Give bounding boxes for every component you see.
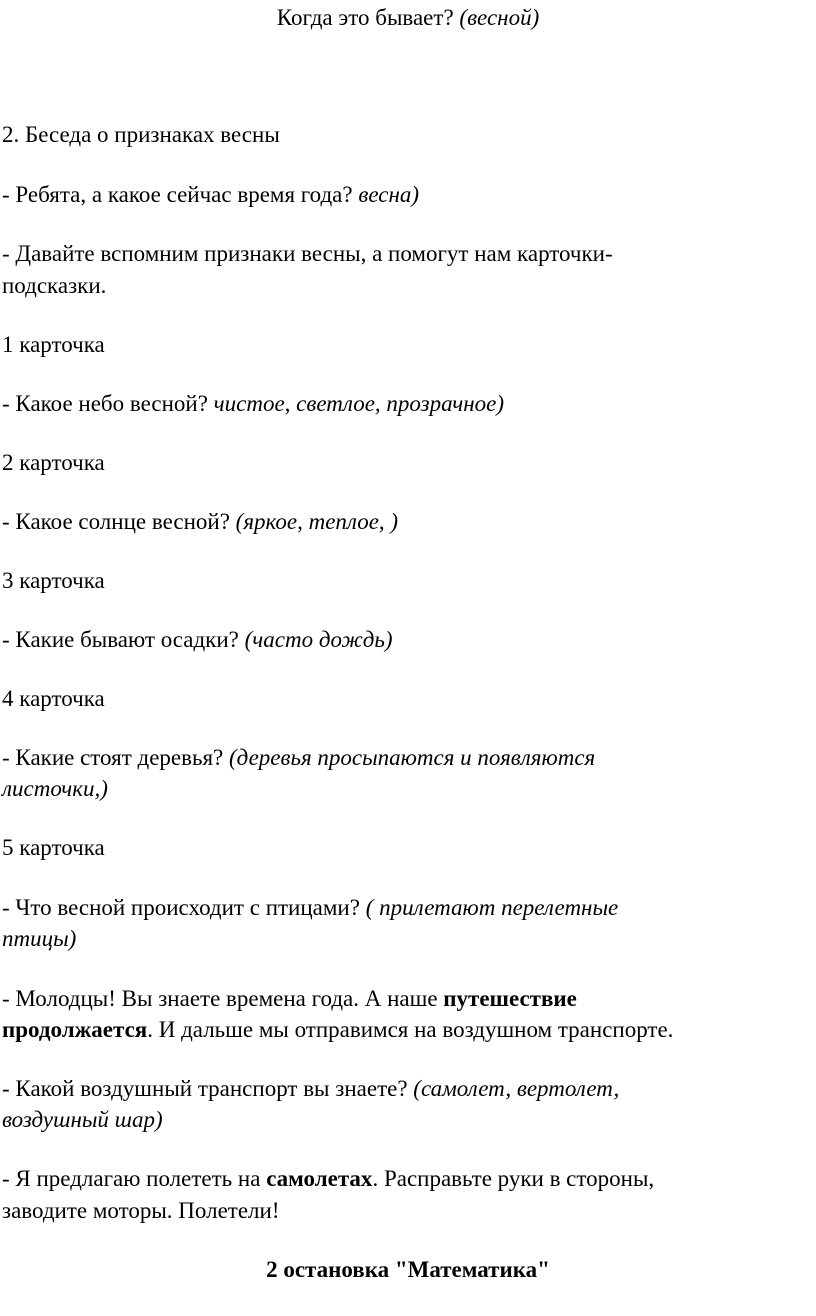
card-1-label: 1 карточка bbox=[2, 332, 105, 357]
card-5-label: 5 карточка bbox=[2, 835, 105, 860]
intro-line bbox=[0, 4, 816, 32]
praise-line-2 bbox=[2, 1016, 673, 1044]
card-3-label: 3 карточка bbox=[2, 568, 105, 593]
card-4-question: - Какие стоят деревья? bbox=[2, 745, 230, 770]
season-answer: весна) bbox=[358, 182, 420, 207]
recall-line-1: - Давайте вспомним признаки весны, а помогут нам карточки- bbox=[2, 241, 613, 266]
planes-bold: самолетах bbox=[266, 1166, 373, 1191]
season-question-line bbox=[2, 181, 419, 209]
card-4-answer: (деревья просыпаются и появляются bbox=[229, 745, 596, 770]
card-2-answer: (яркое, теплое, ) bbox=[235, 509, 399, 534]
card-1-answer: чистое, светлое, прозрачное) bbox=[213, 391, 505, 416]
recall-line-2: подсказки. bbox=[2, 273, 107, 298]
card-5-answer-continued: птицы) bbox=[2, 926, 77, 951]
card-2-label: 2 карточка bbox=[2, 450, 105, 475]
card-4-question-line bbox=[2, 744, 595, 772]
card-4-answer-continued: листочки,) bbox=[2, 776, 108, 801]
card-4-label: 4 карточка bbox=[2, 686, 105, 711]
air-transport-answer: (самолет, вертолет, bbox=[413, 1076, 620, 1101]
card-2-question-line bbox=[2, 508, 398, 536]
air-transport-answer-continued: воздушный шар) bbox=[2, 1107, 163, 1132]
praise-text: - Молодцы! Вы знаете времена года. А наше bbox=[2, 986, 444, 1011]
card-3-answer: (часто дождь) bbox=[244, 627, 393, 652]
card-3-question: - Какие бывают осадки? bbox=[2, 627, 245, 652]
praise-line-1 bbox=[2, 985, 577, 1013]
card-5-answer: ( прилетают перелетные bbox=[365, 895, 619, 920]
praise-bold-journey: путешествие bbox=[443, 986, 577, 1011]
season-question: - Ребята, а какое сейчас время года? bbox=[2, 182, 359, 207]
card-5-question: - Что весной происходит с птицами? bbox=[2, 895, 366, 920]
air-transport-question: - Какой воздушный транспорт вы знаете? bbox=[2, 1076, 414, 1101]
intro-answer: (весной) bbox=[459, 5, 540, 30]
praise-bold-continues: продолжается bbox=[2, 1017, 148, 1042]
planes-text-rest: . Расправьте руки в стороны, bbox=[372, 1166, 655, 1191]
card-5-question-line bbox=[2, 894, 618, 922]
card-1-question: - Какое небо весной? bbox=[2, 391, 214, 416]
planes-text: - Я предлагаю полететь на bbox=[2, 1166, 267, 1191]
intro-question: Когда это бывает? bbox=[276, 5, 460, 30]
praise-text-continued: . И дальше мы отправимся на воздушном транспорте. bbox=[147, 1017, 674, 1042]
card-3-question-line bbox=[2, 626, 393, 654]
card-1-question-line bbox=[2, 390, 504, 418]
planes-line-2: заводите моторы. Полетели! bbox=[2, 1198, 280, 1223]
card-2-question: - Какое солнце весной? bbox=[2, 509, 236, 534]
section-heading: 2. Беседа о признаках весны bbox=[2, 122, 280, 147]
air-transport-question-line bbox=[2, 1075, 619, 1103]
planes-line-1 bbox=[2, 1165, 654, 1193]
stop-heading: 2 остановка "Математика" bbox=[266, 1257, 550, 1282]
